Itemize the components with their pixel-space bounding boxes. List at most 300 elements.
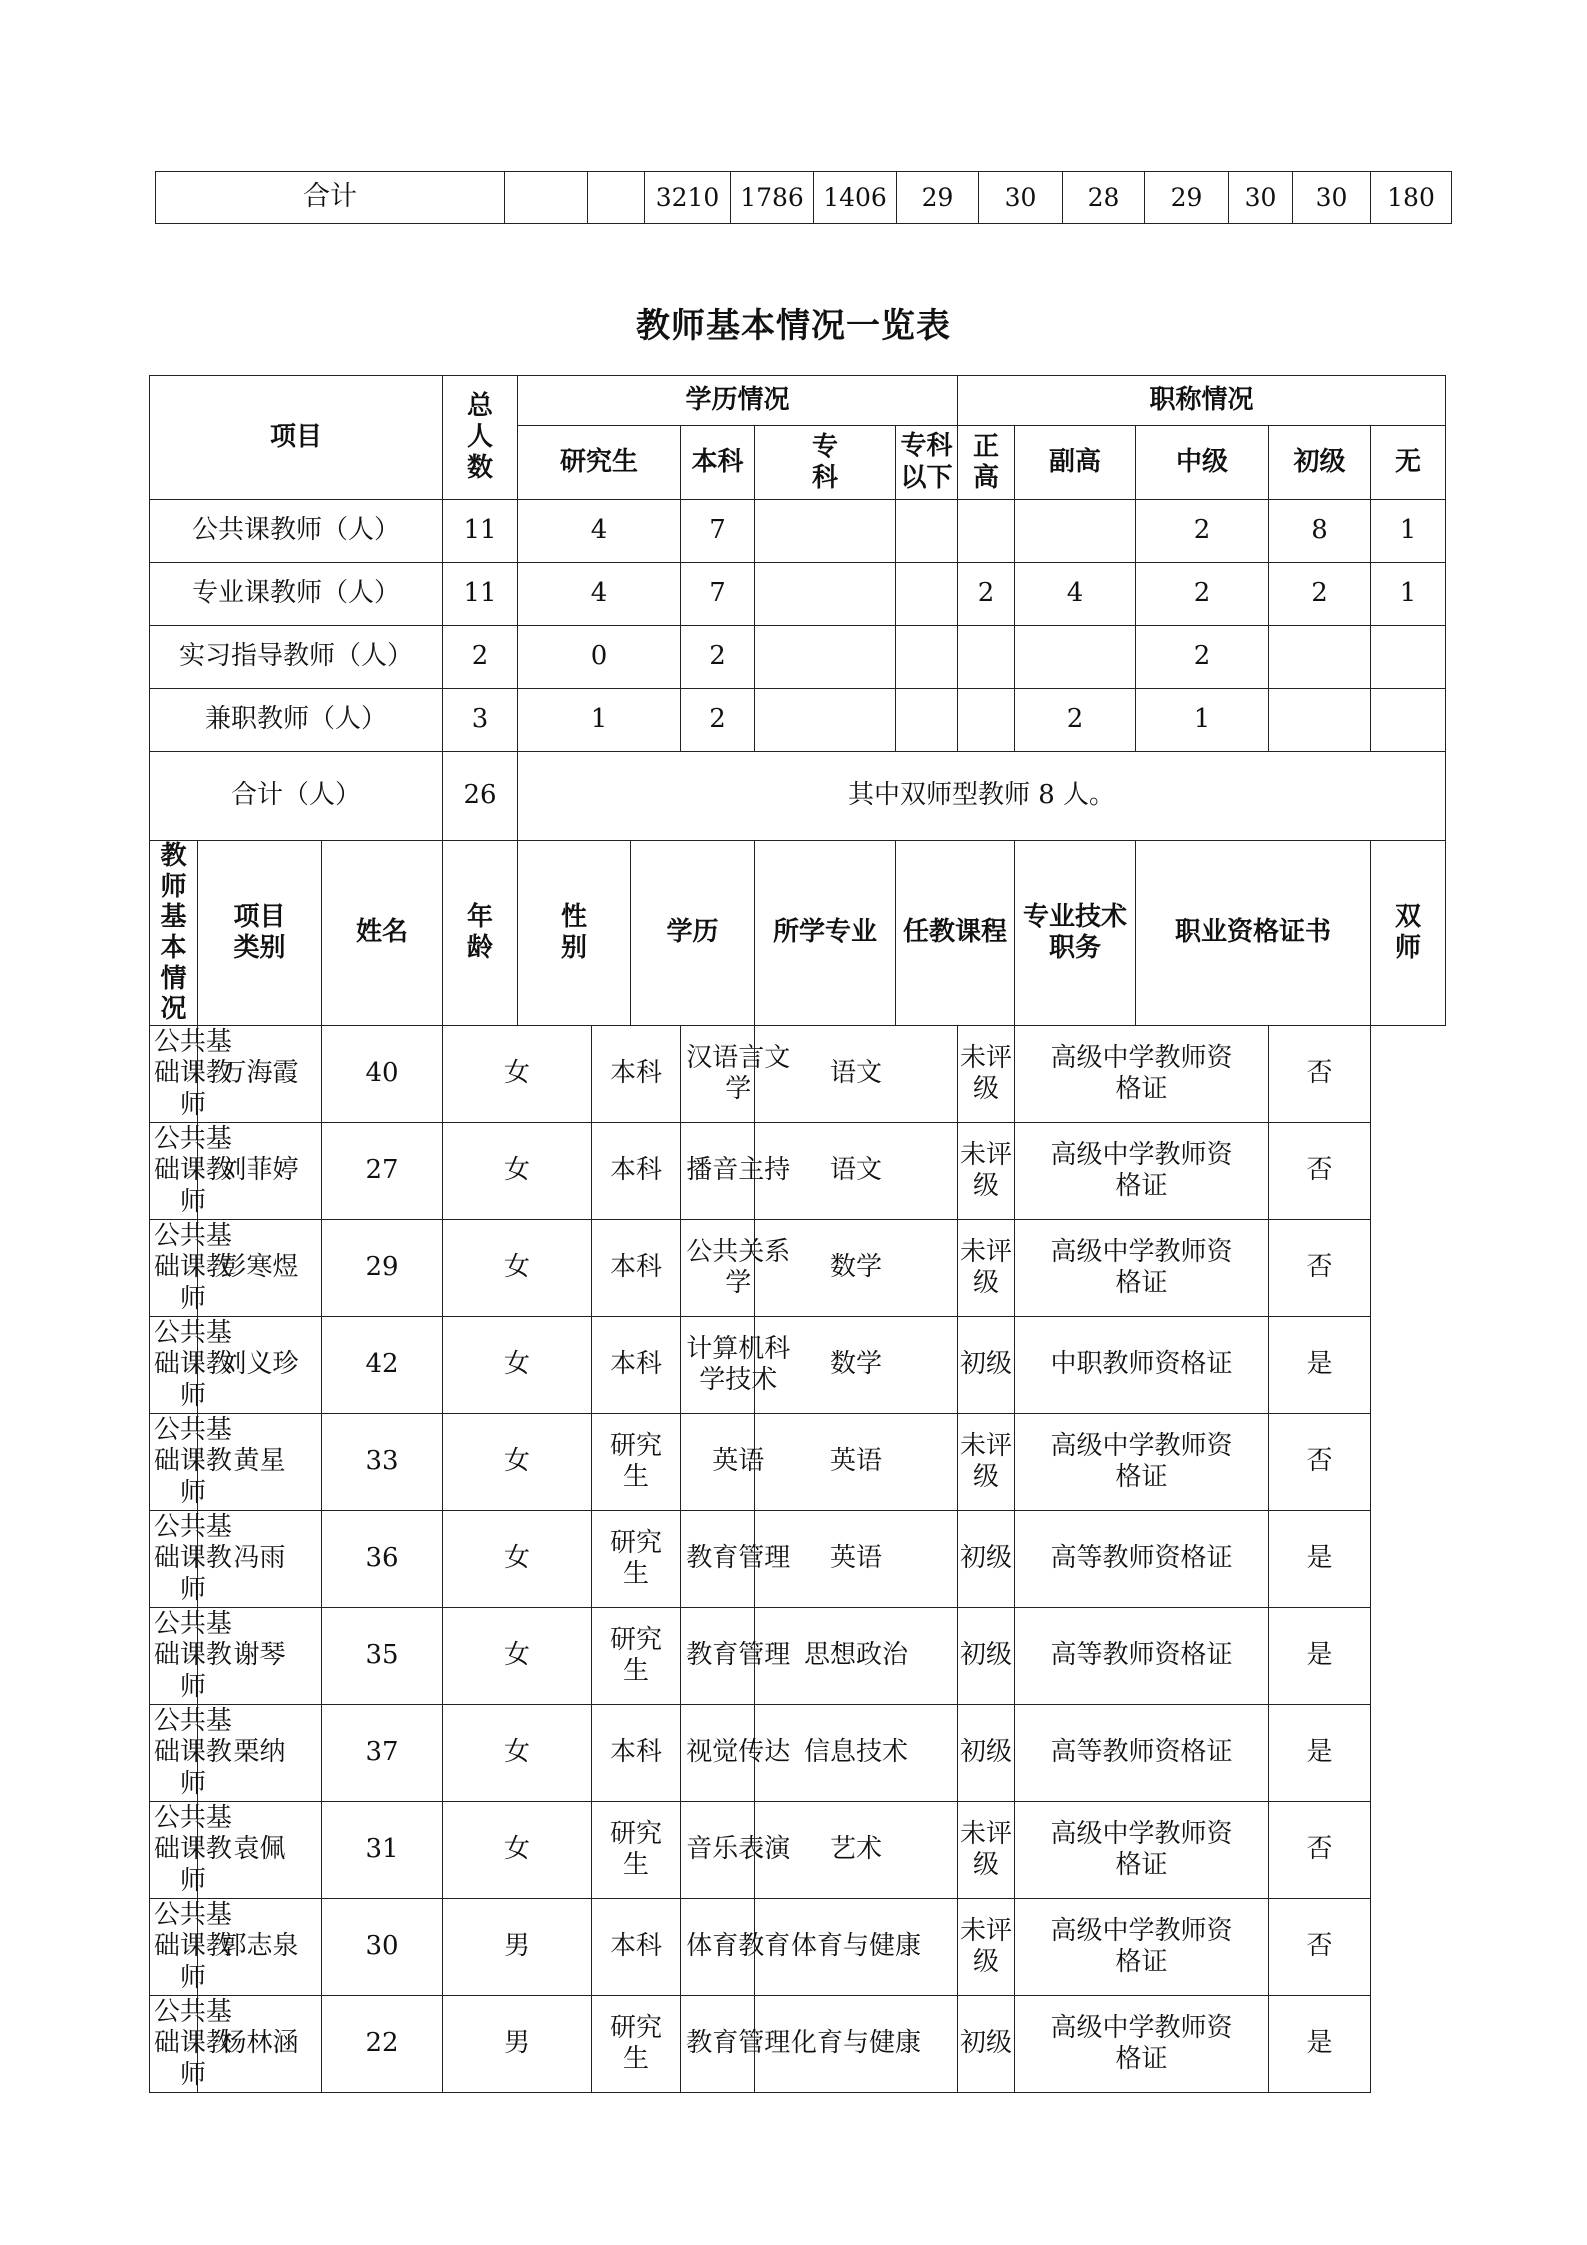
detail-cell-text: 本科 [609,1252,662,1283]
summary-cell: 7 [681,563,755,626]
detail-cell [1015,1026,1269,1123]
detail-cell [322,1123,443,1220]
detail-cell [1015,1802,1269,1899]
detail-cell-text: 36 [365,1543,399,1574]
detail-cell [1015,1705,1269,1802]
detail-cell [958,1414,1015,1511]
detail-cell-text: 公共基础课教师 [153,1512,232,1605]
total-cell: 29 [897,172,979,224]
detail-cell [1015,1608,1269,1705]
summary-cell: 4 [518,500,681,563]
detail-cell [150,1414,232,1511]
detail-cell-text: 公共基础课教师 [153,1706,232,1799]
detail-cell-text: 数学 [830,1349,883,1380]
detail-cell-text: 35 [365,1640,399,1671]
summary-cell: 2 [443,626,518,689]
detail-cell-text: 初级 [960,1640,1013,1671]
detail-cell-text: 体育与健康 [791,1931,922,1962]
detail-cell [150,1026,232,1123]
detail-cell [592,1414,681,1511]
detail-header [518,841,631,1026]
detail-cell [681,1317,791,1414]
detail-cell [958,1608,1015,1705]
summary-total-row [150,752,1446,841]
detail-cell [592,1026,681,1123]
summary-label: 公共课教师（人） [150,500,443,563]
detail-row [150,1123,1446,1220]
detail-cell-text: 公共关系学 [686,1236,791,1299]
detail-cell [1269,1414,1371,1511]
summary-cell [896,500,958,563]
summary-cell: 8 [1269,500,1371,563]
detail-cell [958,1802,1015,1899]
summary-cell [1015,626,1136,689]
total-cell: 1786 [731,172,814,224]
detail-cell-text: 否 [1306,1446,1333,1477]
detail-cell [1269,1220,1371,1317]
rank-col-header [958,426,1015,500]
detail-cell-text: 40 [365,1058,399,1089]
summary-cell [1269,689,1371,752]
detail-cell-text: 公共基础课教师 [153,1124,232,1217]
detail-cell-text: 杨林涵 [220,2028,299,2059]
detail-cell [443,1026,592,1123]
detail-cell-text: 高级中学教师资格证 [1050,1818,1233,1881]
detail-header: 所学专业 [755,841,896,1026]
summary-cell: 2 [1136,563,1269,626]
detail-cell-text: 彭寒煜 [220,1252,299,1283]
detail-cell [1269,1899,1371,1996]
detail-cell-text: 女 [503,1446,530,1477]
detail-cell [322,1608,443,1705]
detail-cell [322,1899,443,1996]
detail-cell-text: 本科 [609,1931,662,1962]
detail-cell-text: 化育与健康 [791,2028,922,2059]
detail-cell [592,1317,681,1414]
detail-cell-text: 研究生 [609,1624,662,1687]
total-cell: 28 [1063,172,1145,224]
summary-total-value: 26 [443,752,518,841]
detail-cell [322,1220,443,1317]
detail-cell-text: 体育教育 [686,1931,791,1962]
page-title: 教师基本情况一览表 [636,306,951,346]
summary-row [150,500,1446,563]
detail-cell-text: 初级 [960,2028,1013,2059]
detail-cell-text: 刘菲婷 [220,1155,299,1186]
detail-cell [443,1317,592,1414]
summary-cell [755,563,896,626]
summary-cell: 1 [518,689,681,752]
detail-cell-text: 研究生 [609,1527,662,1590]
detail-cell [322,1802,443,1899]
detail-cell [681,1220,791,1317]
detail-cell [443,1123,592,1220]
total-row [156,172,1452,224]
detail-cell-text: 女 [503,1834,530,1865]
detail-cell-text: 公共基础课教师 [153,1609,232,1702]
summary-cell [1371,689,1446,752]
detail-cell [150,1705,232,1802]
total-cell: 1406 [814,172,897,224]
detail-row [150,1317,1446,1414]
detail-cell-text: 否 [1306,1058,1333,1089]
detail-cell [150,1511,232,1608]
detail-cell-text: 女 [503,1252,530,1283]
detail-cell [443,1220,592,1317]
summary-label: 实习指导教师（人） [150,626,443,689]
detail-cell-text: 谢琴 [233,1640,286,1671]
detail-cell [150,1220,232,1317]
detail-cell-text: 公共基础课教师 [153,1803,232,1896]
detail-row [150,1996,1446,2093]
detail-cell-text: 语文 [830,1058,883,1089]
detail-cell-text: 公共基础课教师 [153,1415,232,1508]
detail-cell [681,1414,765,1511]
detail-cell [592,1608,681,1705]
detail-cell-text: 郭志泉 [220,1931,299,1962]
detail-header-text: 项目类别 [233,902,286,964]
detail-cell-text: 女 [503,1737,530,1768]
summary-cell: 4 [518,563,681,626]
header-education: 学历情况 [518,376,958,426]
detail-cell-text: 女 [503,1640,530,1671]
edu-col-header [755,426,896,500]
detail-cell [150,1608,232,1705]
detail-cell [958,1317,1015,1414]
detail-cell-text: 英语 [830,1446,883,1477]
detail-cell [443,1705,592,1802]
summary-cell: 1 [1371,500,1446,563]
detail-cell [322,1996,443,2093]
detail-cell-text: 高级中学教师资格证 [1050,1236,1233,1299]
detail-cell-text: 数学 [830,1252,883,1283]
summary-cell: 2 [958,563,1015,626]
detail-cell [681,1608,791,1705]
detail-cell-text: 29 [365,1252,399,1283]
detail-row [150,1899,1446,1996]
detail-cell-text: 刘义珍 [220,1349,299,1380]
detail-cell [681,1996,791,2093]
detail-cell-text: 42 [365,1349,399,1380]
detail-cell [958,1123,1015,1220]
detail-header [1371,841,1446,1026]
detail-cell [1269,1802,1371,1899]
detail-cell [755,1026,958,1123]
side-label [150,841,198,1026]
detail-cell-text: 汉语言文学 [686,1042,791,1105]
detail-cell-text: 研究生 [609,1818,662,1881]
summary-total-label: 合计（人） [150,752,443,841]
detail-cell-text: 高级中学教师资格证 [1050,1139,1233,1202]
detail-cell-text: 37 [365,1737,399,1768]
detail-cell-text: 播音主持 [686,1155,791,1186]
rank-col-header: 副高 [1015,426,1136,500]
summary-cell [896,626,958,689]
detail-cell-text: 初级 [960,1737,1013,1768]
detail-cell-text: 否 [1306,1155,1333,1186]
detail-cell [1269,1996,1371,2093]
detail-cell-text: 33 [365,1446,399,1477]
detail-cell [1015,1899,1269,1996]
edu-col-header: 研究生 [518,426,681,500]
summary-cell: 1 [1371,563,1446,626]
summary-cell: 3 [443,689,518,752]
detail-cell [958,1511,1015,1608]
detail-cell-text: 高级中学教师资格证 [1050,1915,1233,1978]
detail-cell [681,1123,791,1220]
detail-cell [150,1996,232,2093]
detail-cell-text: 是 [1306,1737,1333,1768]
detail-row [150,1220,1446,1317]
detail-header: 学历 [631,841,755,1026]
detail-cell [1269,1123,1371,1220]
detail-cell [443,1414,592,1511]
detail-cell [1269,1317,1371,1414]
detail-cell [1015,1996,1269,2093]
detail-cell-text: 初级 [960,1349,1013,1380]
summary-cell: 2 [681,689,755,752]
summary-cell: 2 [1269,563,1371,626]
detail-cell [592,1220,681,1317]
rank-col-header: 中级 [1136,426,1269,500]
detail-cell-text: 公共基础课教师 [153,1221,232,1314]
detail-cell-text: 高等教师资格证 [1050,1640,1233,1671]
summary-cell [958,689,1015,752]
detail-cell-text: 是 [1306,1349,1333,1380]
detail-cell [443,1802,592,1899]
detail-header-text: 年龄 [466,902,493,964]
summary-row [150,626,1446,689]
detail-cell-text: 信息技术 [804,1737,909,1768]
summary-row [150,563,1446,626]
detail-cell-text: 本科 [609,1058,662,1089]
detail-cell-text: 中职教师资格证 [1050,1349,1233,1380]
summary-cell: 11 [443,563,518,626]
summary-cell [896,689,958,752]
detail-cell-text: 男 [503,1931,530,1962]
summary-cell [755,500,896,563]
detail-cell [443,1899,592,1996]
edu-col-header-text: 专科 [811,431,838,493]
detail-row [150,1511,1446,1608]
detail-header [198,841,322,1026]
edu-col-header: 本科 [681,426,755,500]
detail-cell-text: 未评级 [960,1236,1013,1299]
detail-cell-text: 否 [1306,1834,1333,1865]
detail-cell [322,1026,443,1123]
detail-cell [322,1511,443,1608]
detail-cell-text: 高级中学教师资格证 [1050,1042,1233,1105]
detail-cell [592,1802,681,1899]
detail-row [150,1802,1446,1899]
detail-cell-text: 否 [1306,1252,1333,1283]
summary-cell: 2 [1136,500,1269,563]
summary-cell [958,500,1015,563]
detail-cell-text: 女 [503,1058,530,1089]
detail-cell [958,1996,1015,2093]
total-cell: 3210 [645,172,731,224]
detail-cell-text: 男 [503,2028,530,2059]
detail-cell [1015,1511,1269,1608]
detail-cell-text: 是 [1306,1640,1333,1671]
detail-cell-text: 公共基础课教师 [153,1318,232,1411]
detail-cell-text: 视觉传达 [686,1737,791,1768]
detail-row [150,1026,1446,1123]
detail-header: 职业资格证书 [1136,841,1371,1026]
detail-cell [1269,1026,1371,1123]
summary-label: 专业课教师（人） [150,563,443,626]
detail-cell-text: 袁佩 [233,1834,286,1865]
detail-cell [958,1705,1015,1802]
header-total-people [443,376,518,500]
detail-cell [150,1123,232,1220]
total-label: 合计 [156,172,505,224]
detail-cell-text: 黄星 [233,1446,286,1477]
summary-cell [1269,626,1371,689]
summary-cell: 11 [443,500,518,563]
rank-col-header: 初级 [1269,426,1371,500]
total-table [155,171,1452,224]
detail-cell-text: 高级中学教师资格证 [1050,1430,1233,1493]
detail-cell-text: 高等教师资格证 [1050,1737,1233,1768]
detail-header: 任教课程 [896,841,1015,1026]
detail-cell-text: 27 [365,1155,399,1186]
total-cell: 29 [1145,172,1229,224]
side-label-text: 教师基本情况 [160,841,187,1025]
detail-cell [681,1802,791,1899]
detail-cell [443,1511,592,1608]
detail-cell-text: 思想政治 [804,1640,909,1671]
detail-cell-text: 本科 [609,1737,662,1768]
detail-cell [322,1317,443,1414]
detail-row [150,1705,1446,1802]
summary-cell [755,626,896,689]
total-cell [505,172,588,224]
detail-cell-text: 高等教师资格证 [1050,1543,1233,1574]
summary-cell: 1 [1136,689,1269,752]
detail-cell [755,1317,958,1414]
summary-cell [896,563,958,626]
summary-cell: 4 [1015,563,1136,626]
detail-cell-text: 研究生 [609,1430,662,1493]
detail-cell-text: 未评级 [960,1139,1013,1202]
detail-cell [958,1899,1015,1996]
detail-cell-text: 女 [503,1155,530,1186]
detail-cell [443,1996,592,2093]
detail-cell [958,1026,1015,1123]
summary-cell [958,626,1015,689]
summary-cell: 7 [681,500,755,563]
detail-cell [1015,1317,1269,1414]
summary-cell: 0 [518,626,681,689]
detail-header-row [150,841,1446,1026]
teacher-table [149,375,1446,2093]
summary-cell: 2 [1015,689,1136,752]
edu-col-header: 专科以下 [896,426,958,500]
detail-cell-text: 女 [503,1543,530,1574]
detail-cell [322,1414,443,1511]
total-cell [588,172,645,224]
detail-cell-text: 冯雨 [233,1543,286,1574]
detail-cell-text: 未评级 [960,1818,1013,1881]
rank-col-header-text: 正高 [973,431,1000,493]
total-cell: 180 [1371,172,1452,224]
summary-header-row-1 [150,376,1446,426]
detail-cell [1269,1705,1371,1802]
detail-header: 姓名 [322,841,443,1026]
detail-header [443,841,518,1026]
detail-cell [1269,1608,1371,1705]
detail-cell-text: 公共基础课教师 [153,1027,232,1120]
header-title-group: 职称情况 [958,376,1446,426]
detail-cell [1015,1414,1269,1511]
detail-cell-text: 英语 [712,1446,765,1477]
detail-cell [681,1511,791,1608]
detail-cell [150,1317,232,1414]
detail-cell-text: 本科 [609,1155,662,1186]
summary-cell [1015,500,1136,563]
detail-cell-text: 本科 [609,1349,662,1380]
detail-header-text: 性别 [560,902,587,964]
summary-row [150,689,1446,752]
total-cell: 30 [1293,172,1371,224]
detail-row [150,1414,1446,1511]
detail-cell-text: 万海霞 [220,1058,299,1089]
rank-col-header: 无 [1371,426,1446,500]
detail-header-text: 双师 [1395,902,1422,964]
detail-cell [150,1802,232,1899]
detail-cell-text: 教育管理 [686,2028,791,2059]
summary-cell: 2 [1136,626,1269,689]
detail-cell [592,1123,681,1220]
detail-header [1015,841,1136,1026]
detail-cell-text: 公共基础课教师 [153,1997,232,2090]
header-item: 项目 [150,376,443,500]
detail-cell [755,1414,958,1511]
detail-cell [1015,1123,1269,1220]
detail-cell-text: 语文 [830,1155,883,1186]
detail-cell-text: 公共基础课教师 [153,1900,232,1993]
detail-cell-text: 22 [365,2028,399,2059]
detail-cell [681,1705,791,1802]
summary-cell: 2 [681,626,755,689]
detail-cell [592,1511,681,1608]
detail-cell-text: 31 [365,1834,399,1865]
detail-cell-text: 女 [503,1349,530,1380]
summary-cell [1371,626,1446,689]
detail-cell [681,1026,791,1123]
total-cell: 30 [979,172,1063,224]
detail-cell [755,1220,958,1317]
detail-cell-text: 计算机科学技术 [686,1333,791,1396]
detail-cell-text: 是 [1306,2028,1333,2059]
summary-cell [755,689,896,752]
detail-cell [592,1996,681,2093]
detail-cell-text: 初级 [960,1543,1013,1574]
detail-cell-text: 高级中学教师资格证 [1050,2012,1233,2075]
detail-cell-text: 艺术 [830,1834,883,1865]
detail-cell-text: 未评级 [960,1430,1013,1493]
detail-cell-text: 音乐表演 [686,1834,791,1865]
detail-cell [958,1220,1015,1317]
detail-header-text: 专业技术职务 [1023,902,1128,964]
detail-cell [1015,1220,1269,1317]
total-cell: 30 [1229,172,1293,224]
detail-row [150,1608,1446,1705]
detail-cell-text: 否 [1306,1931,1333,1962]
detail-cell-text: 研究生 [609,2012,662,2075]
detail-cell-text: 30 [365,1931,399,1962]
